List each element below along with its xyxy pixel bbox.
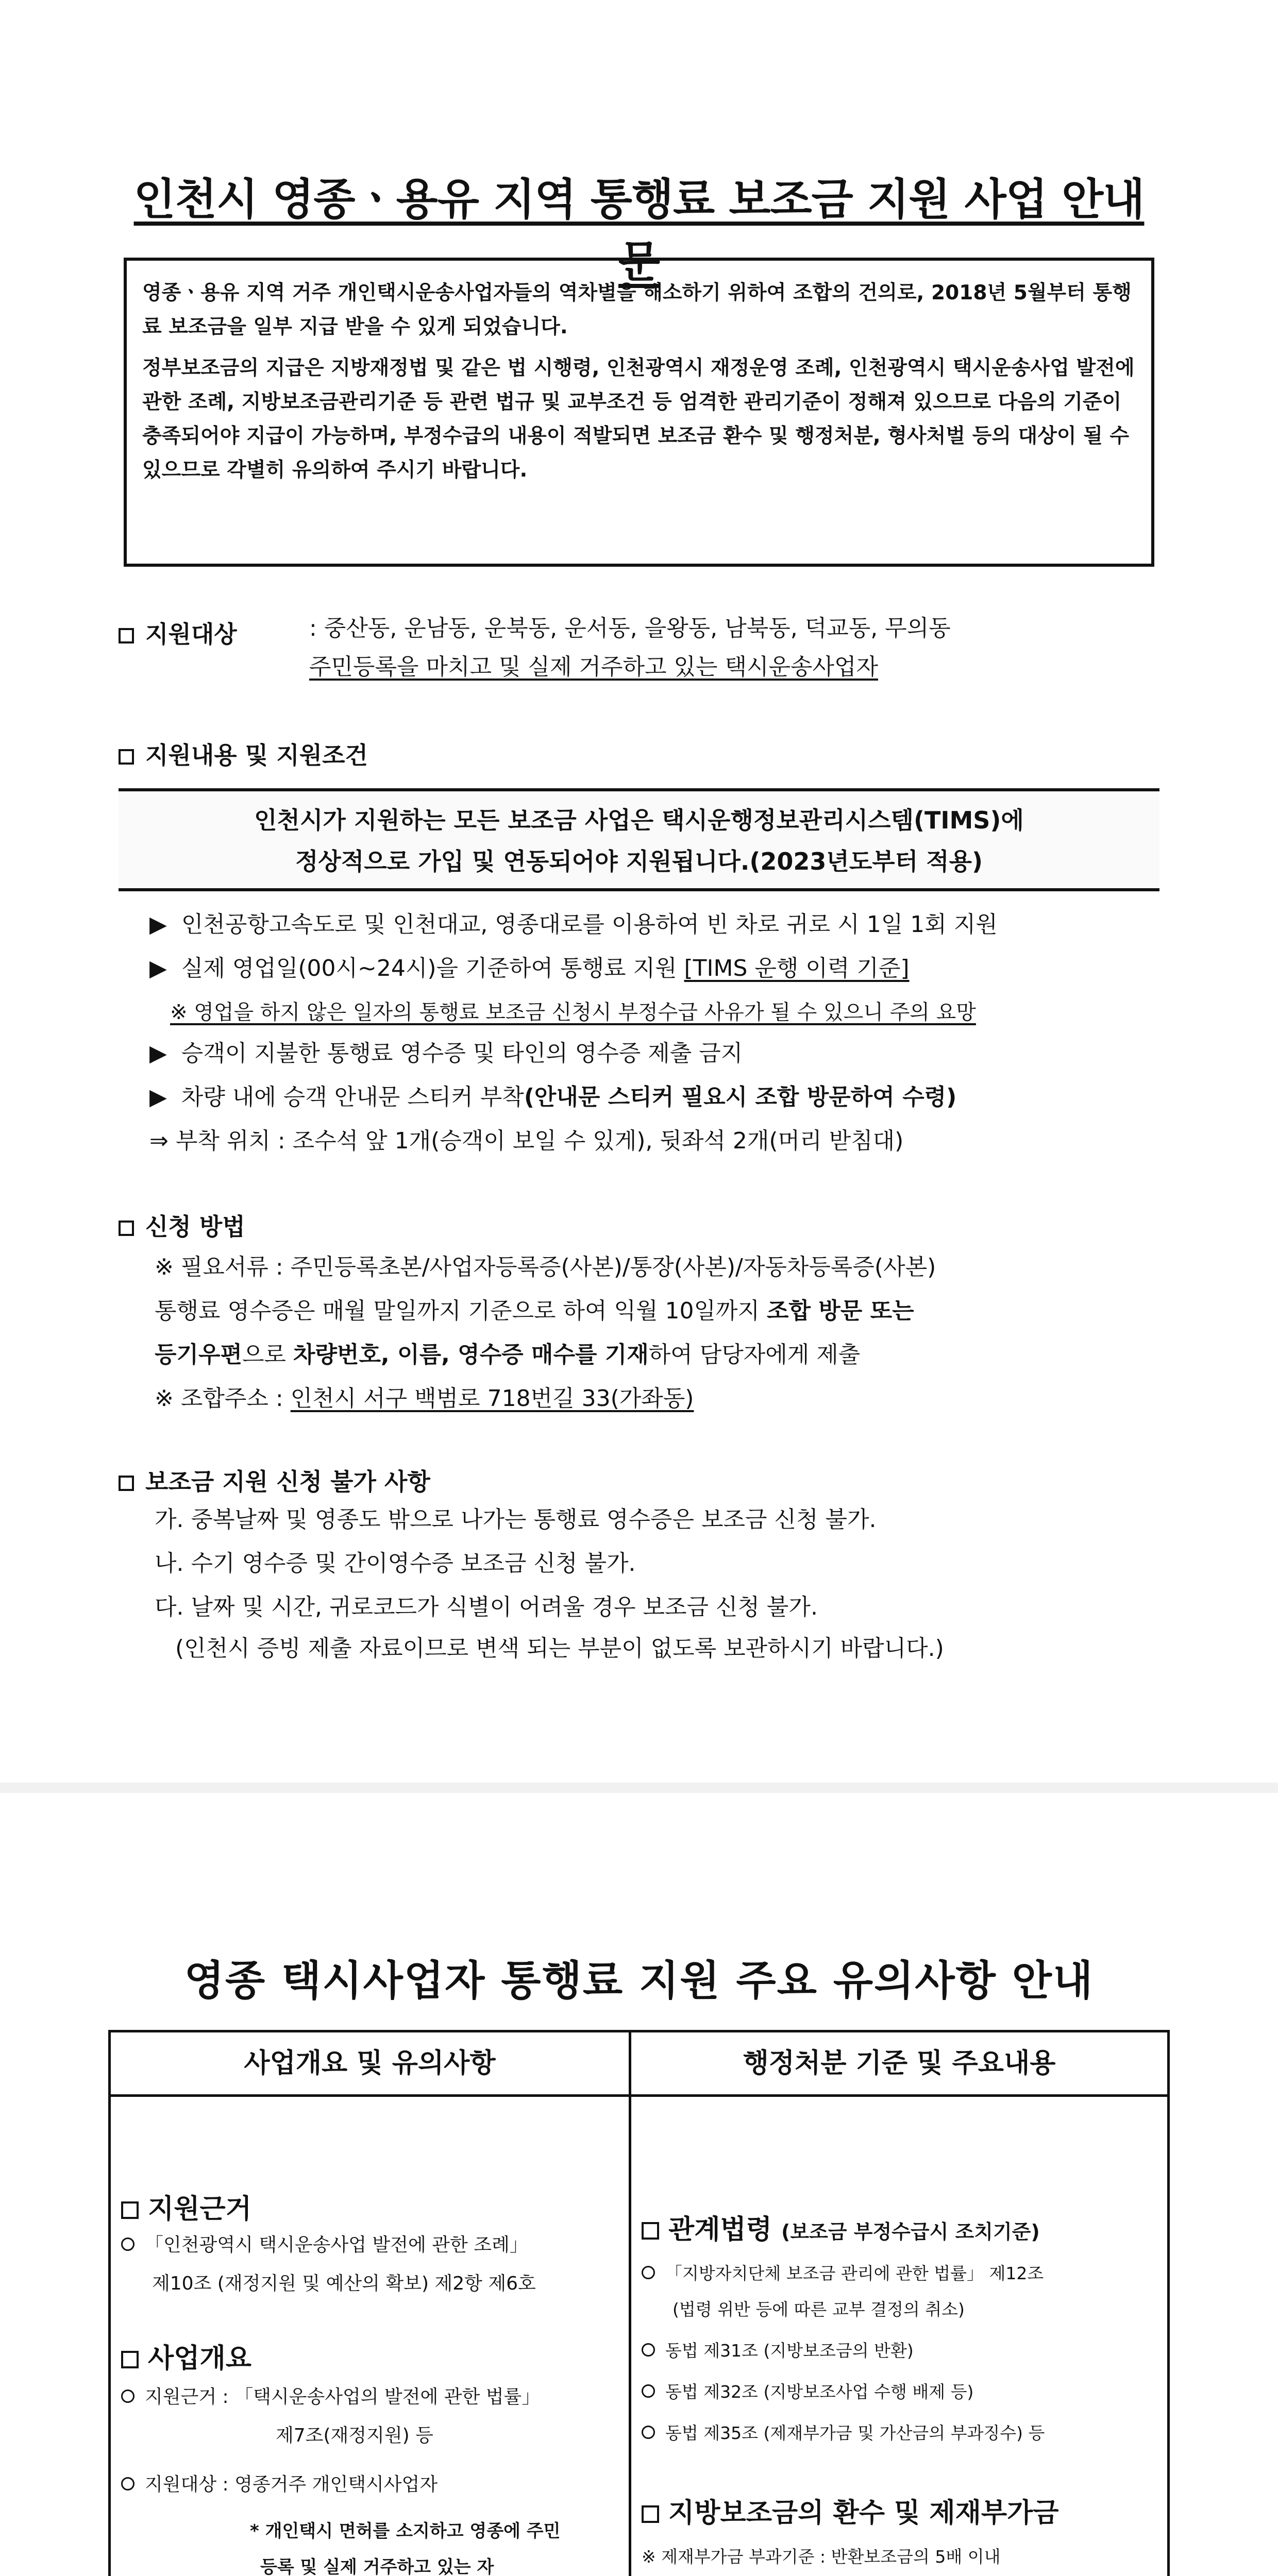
notice-paragraph-1: 영종ㆍ용유 지역 거주 개인택시운송사업자들의 역차별을 해소하기 위하여 조합의 건의로, 2018년 5월부터 통행료 보조금을 일부 지급 받을 수 있게 되었습니다. xyxy=(142,281,1132,338)
apply-line-3: 등기우편으로 차량번호, 이름, 영수증 매수를 기재하여 담당자에게 제출 xyxy=(155,1342,861,1368)
banner-line-1: 인천시가 지원하는 모든 보조금 사업은 택시운행정보관리시스템(TIMS)에 xyxy=(254,806,1024,834)
checkbox-bullet-icon xyxy=(119,1476,134,1491)
checkbox-bullet-icon xyxy=(119,628,134,643)
checkbox-bullet-icon xyxy=(119,749,134,765)
bullet-4: ▶ 차량 내에 승객 안내문 스티커 부착(안내문 스티커 필요시 조합 방문하여 수령) xyxy=(149,1084,957,1110)
page-title: 인천시 영종ㆍ용유 지역 통행료 보조금 지원 사업 안내문 xyxy=(133,174,1145,287)
banner-line-2: 정상적으로 가입 및 연동되어야 지원됩니다.(2023년도부터 적용) xyxy=(295,848,983,875)
basis-2: 제10조 (재정지원 및 예산의 확보) 제2항 제6호 xyxy=(152,2273,536,2294)
checkbox-bullet-icon xyxy=(642,2222,659,2240)
triangle-bullet-icon: ▶ xyxy=(149,911,181,938)
not-allowed-da: 다. 날짜 및 시간, 귀로코드가 식별이 어려울 경우 보조금 신청 불가. xyxy=(155,1594,818,1620)
circle-bullet-icon xyxy=(121,2477,134,2490)
guideline-page xyxy=(0,1793,1278,2576)
checkbox-bullet-icon xyxy=(642,2505,659,2523)
refund-heading: 지방보조금의 환수 및 제재부가금 xyxy=(642,2491,1059,2530)
law-4: 동법 제35조 (제재부가금 및 가산금의 부과징수) 등 xyxy=(642,2419,1045,2448)
circle-bullet-icon xyxy=(642,2266,655,2279)
circle-bullet-icon xyxy=(642,2426,655,2439)
triangle-bullet-icon: ▶ xyxy=(149,955,181,981)
storage-note: (인천시 증빙 제출 자료이므로 변색 되는 부분이 없도록 보관하시기 바랍니다.) xyxy=(175,1635,944,1662)
law-heading: 관계법령 (보조금 부정수급시 조치기준) xyxy=(642,2208,1040,2246)
law-1: 「지방자치단체 보조금 관리에 관한 법률」 제12조 xyxy=(642,2259,1044,2288)
notice-paragraph-2: 정부보조금의 지급은 지방재정법 및 같은 법 시행령, 인천광역시 재정운영 조례, 인천광역시 택시운송사업 발전에 관한 조례, 지방보조금관리기준 등 관련 법규 및 교부조건 등 엄격한 관리기준이 정해져 있으므로 다음의 기준이 충족되어야 지급이 가능하며, 부정수급의 내용이 적발되면 보조금 환수 및 행정처분, 형사처벌 등의 대상이 될 수 있으므로 각별히 유의하여 주시기 바랍니다. xyxy=(142,357,1135,482)
section-apply: 신청 방법 xyxy=(119,1208,245,1242)
section-not-allowed: 보조금 지원 신청 불가 사항 xyxy=(119,1463,430,1497)
triangle-bullet-icon: ▶ xyxy=(149,1040,181,1066)
section-support-target: 지원대상 xyxy=(119,616,237,650)
overview-2: 지원대상 : 영종거주 개인택시사업자 xyxy=(121,2470,438,2499)
circle-bullet-icon xyxy=(121,2389,134,2403)
page-2-title: 영종 택시사업자 통행료 지원 주요 유의사항 안내 xyxy=(184,1957,1094,2005)
basis-heading: 지원근거 xyxy=(121,2187,251,2226)
guideline-table xyxy=(108,2030,1170,2576)
circle-bullet-icon xyxy=(642,2343,655,2357)
circle-bullet-icon xyxy=(121,2238,134,2251)
overview-1b: 제7조(재정지원) 등 xyxy=(276,2425,433,2446)
warning-note: ※ 영업을 하지 않은 일자의 통행료 보조금 신청시 부정수급 사유가 될 수 있으니 주의 요망 xyxy=(170,1001,976,1024)
union-address: ※ 조합주소 : 인천시 서구 백범로 718번길 33(가좌동) xyxy=(155,1385,694,1412)
overview-heading: 사업개요 xyxy=(121,2336,251,2375)
triangle-bullet-icon: ▶ xyxy=(149,1084,181,1110)
checkbox-bullet-icon xyxy=(119,1221,134,1236)
bullet-3: ▶ 승객이 지불한 통행료 영수증 및 타인의 영수증 제출 금지 xyxy=(149,1040,743,1066)
notice-box xyxy=(124,258,1154,567)
apply-line-2: 통행료 영수증은 매월 말일까지 기준으로 하여 익월 10일까지 조합 방문 또는 xyxy=(155,1298,914,1324)
refund-note: ※ 제재부가금 부과기준 : 반환보조금의 5배 이내 xyxy=(642,2547,1001,2567)
section-support-content: 지원내용 및 지원조건 xyxy=(119,737,368,771)
law-3: 동법 제32조 (지방보조사업 수행 배제 등) xyxy=(642,2378,973,2406)
checkbox-bullet-icon xyxy=(121,2201,139,2219)
not-allowed-ga: 가. 중복날짜 및 영종도 밖으로 나가는 통행료 영수증은 보조금 신청 불가. xyxy=(155,1506,877,1533)
bullet-2: ▶ 실제 영업일(00시~24시)을 기준하여 통행료 지원 [TIMS 운행 이력 기준] xyxy=(149,955,910,981)
overview-2-note-2: 등록 및 실제 거주하고 있는 자 xyxy=(260,2557,494,2576)
right-column-header: 행정처분 기준 및 주요내용 xyxy=(631,2032,1167,2097)
overview-1: 지원근거 : 「택시운송사업의 발전에 관한 법률」 xyxy=(121,2383,540,2412)
left-column-header: 사업개요 및 유의사항 xyxy=(111,2032,629,2097)
required-docs: ※ 필요서류 : 주민등록초본/사업자등록증(사본)/통장(사본)/자동차등록증(사본) xyxy=(155,1254,936,1280)
basis-1: 「인천광역시 택시운송사업 발전에 관한 조례」 xyxy=(121,2231,528,2260)
law-1b: (법령 위반 등에 따른 교부 결정의 취소) xyxy=(672,2299,965,2319)
tims-banner xyxy=(119,788,1159,891)
support-areas: : 중산동, 운남동, 운북동, 운서동, 을왕동, 남북동, 덕교동, 무의동 xyxy=(309,615,951,641)
sticker-position: ⇒ 부착 위치 : 조수석 앞 1개(승객이 보일 수 있게), 뒷좌석 2개(머리 받침대) xyxy=(149,1128,904,1154)
checkbox-bullet-icon xyxy=(121,2351,139,2368)
law-2: 동법 제31조 (지방보조금의 반환) xyxy=(642,2336,914,2365)
support-condition: 주민등록을 마치고 및 실제 거주하고 있는 택시운송사업자 xyxy=(309,654,879,680)
overview-2-note-1: * 개인택시 면허를 소지하고 영종에 주민 xyxy=(250,2521,561,2541)
circle-bullet-icon xyxy=(642,2384,655,2398)
column-divider xyxy=(629,2032,631,2576)
bullet-1: ▶ 인천공항고속도로 및 인천대교, 영종대로를 이용하여 빈 차로 귀로 시 1일 1회 지원 xyxy=(149,911,998,938)
not-allowed-na: 나. 수기 영수증 및 간이영수증 보조금 신청 불가. xyxy=(155,1550,636,1577)
